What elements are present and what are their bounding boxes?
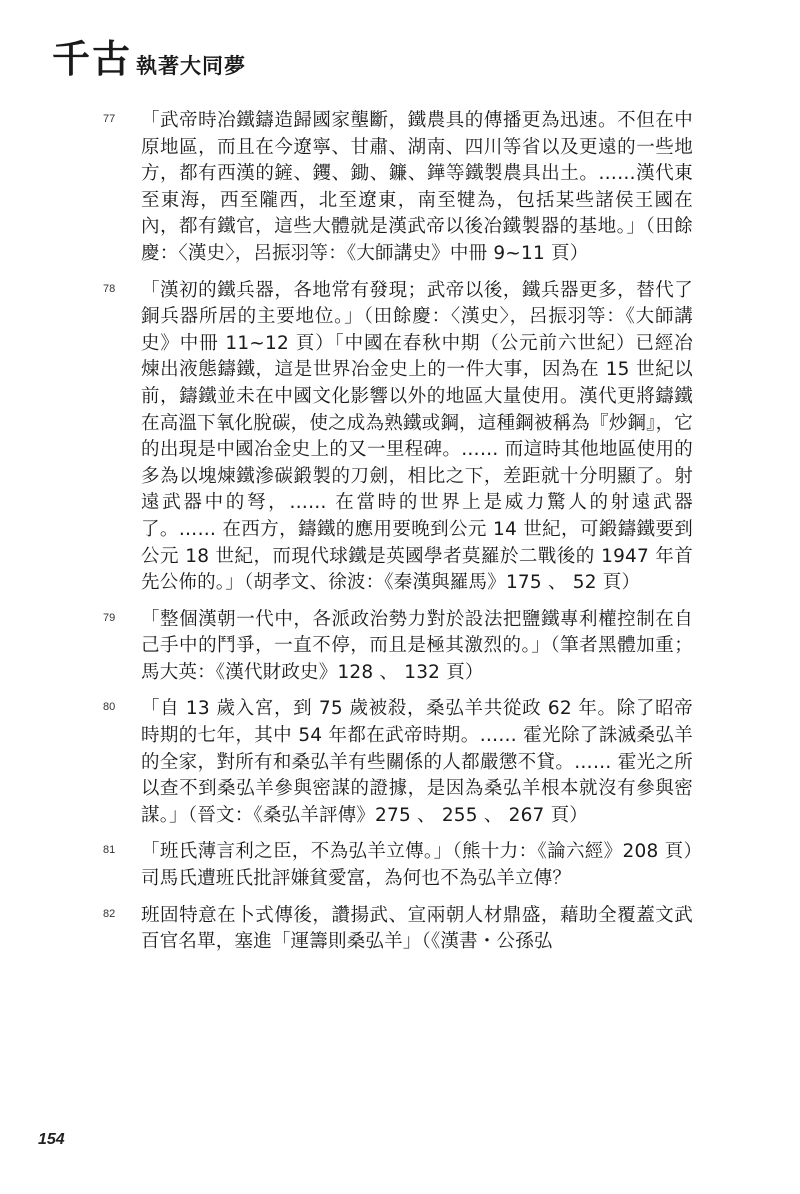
endnote-text: 「武帝時冶鐵鑄造歸國家壟斷，鐵農具的傳播更為迅速。不但在中原地區，而且在今遼寧、甘肅、湖南、四川等省以及更遠的一些地方，都有西漢的鏟、钁、鋤、鐮、鏵等鐵製農具出土。……漢代東至東海，西至隴西，北至遼東，南至犍為，包括某些諸侯王國在內，都有鐵官，這些大體就是漢武帝以後冶鐵製器的基地。」（田餘慶：〈漢史〉，呂振羽等：《大師講史》中冊 9~11 頁） xyxy=(141,110,693,264)
endnote-number: 80 xyxy=(103,701,116,714)
endnote-80 xyxy=(103,696,693,829)
endnote-78 xyxy=(103,278,693,597)
header-title-main: 千古 xyxy=(52,36,133,81)
endnote-number: 79 xyxy=(103,611,116,624)
endnotes-list xyxy=(103,108,693,966)
page-number: 154 xyxy=(38,1131,65,1148)
endnote-text: 「自 13 歲入宮，到 75 歲被殺，桑弘羊共從政 62 年。除了昭帝時期的七年，其中 54 年都在武帝時期。…… 霍光除了誅滅桑弘羊的全家，對所有和桑弘羊有些關係的人都嚴懲不貸。…… 霍光之所以查不到桑弘羊參與密謀的證據，是因為桑弘羊根本就沒有參與密謀。」（晉文：《桑弘羊評傳》275 、 255 、 267 頁） xyxy=(141,698,693,826)
endnote-text: 「漢初的鐵兵器，各地常有發現；武帝以後，鐵兵器更多，替代了銅兵器所居的主要地位。」（田餘慶：〈漢史〉，呂振羽等：《大師講史》中冊 11~12 頁）「中國在春秋中期（公元前六世紀）已經冶煉出液態鑄鐵，這是世界冶金史上的一件大事，因為在 15 世紀以前，鑄鐵並未在中國文化影響以外的地區大量使用。漢代更將鑄鐵在高溫下氧化脫碳，使之成為熟鐵或鋼，這種鋼被稱為『炒鋼』，它的出現是中國冶金史上的又一里程碑。…… 而這時其他地區使用的多為以塊煉鐵滲碳鍛製的刀劍，相比之下，差距就十分明顯了。射遠武器中的弩，…… 在當時的世界上是威力驚人的射遠武器了。…… 在西方，鑄鐵的應用要晚到公元 14 世紀，可鍛鑄鐵要到公元 18 世紀，而現代球鐵是英國學者莫羅於二戰後的 1947 年首先公佈的。」（胡孝文、徐波：《秦漢與羅馬》175 、 52 頁） xyxy=(141,279,693,594)
endnote-number: 78 xyxy=(103,282,116,295)
endnote-text: 班固特意在卜式傳後，讚揚武、宣兩朝人材鼎盛，藉助全覆蓋文武百官名單，塞進「運籌則桑弘羊」（《漢書・公孫弘 xyxy=(141,904,693,953)
endnote-79 xyxy=(103,607,693,687)
endnote-number: 77 xyxy=(103,113,116,125)
endnote-text: 「整個漢朝一代中，各派政治勢力對於設法把鹽鐵專利權控制在自己手中的鬥爭，一直不停，而且是極其激烈的。」（筆者黑體加重；馬大英：《漢代財政史》128 、 132 頁） xyxy=(141,608,693,683)
header-title-sub: 執著大同夢 xyxy=(136,53,247,78)
running-header-title xyxy=(52,36,247,81)
endnote-77 xyxy=(103,108,693,268)
endnote-number: 82 xyxy=(103,907,116,920)
endnote-text: 「班氏薄言利之臣，不為弘羊立傳。」（熊十力：《論六經》208 頁）司馬氏遭班氏批評嫌貧愛富，為何也不為弘羊立傳？ xyxy=(141,841,693,890)
endnote-82 xyxy=(103,903,693,956)
endnote-81 xyxy=(103,839,693,892)
endnote-number: 81 xyxy=(103,844,116,857)
